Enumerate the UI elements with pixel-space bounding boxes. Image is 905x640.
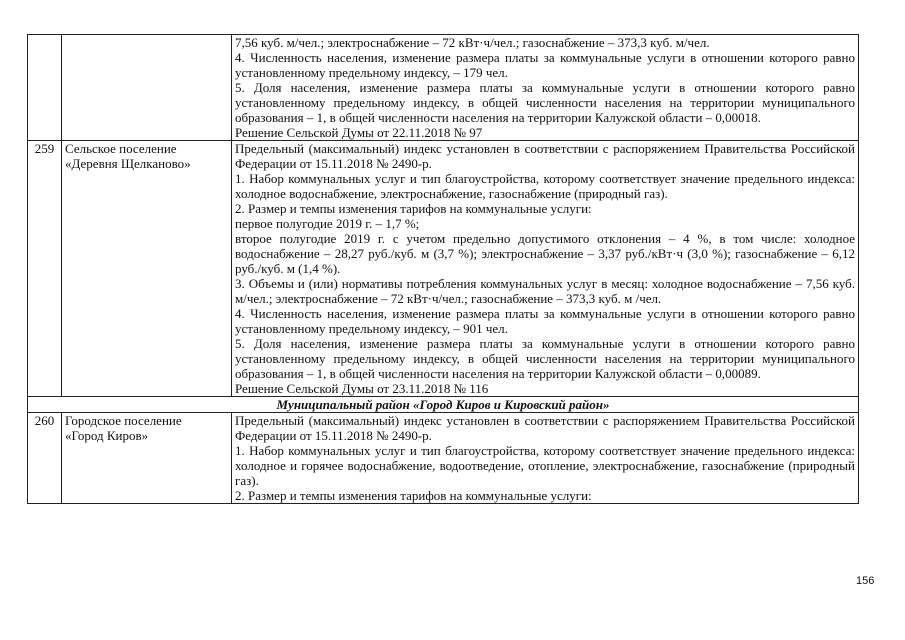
- page-number: 156: [856, 575, 875, 587]
- paragraph: 7,56 куб. м/чел.; электроснабжение – 72 кВт·ч/чел.; газоснабжение – 373,3 куб. м/чел.: [235, 35, 710, 50]
- row-details: [232, 413, 859, 504]
- paragraph: 3. Объемы и (или) нормативы потребления коммунальных услуг в месяц: холодное водоснабжение – 7,56 куб. м/чел.; электроснабжение – 72 кВт·ч/чел.; газоснабжение – 373,3 куб. м /чел.: [235, 276, 855, 306]
- settlement-title: «Город Киров»: [65, 428, 149, 443]
- paragraph: 4. Численность населения, изменение размера платы за коммунальные услуги в отношении которого равно установленному предельному индексу, – 901 чел.: [235, 306, 855, 336]
- row-details: [232, 35, 859, 141]
- settlement-name: [62, 413, 232, 504]
- document-page: [27, 34, 858, 504]
- row-details: [232, 141, 859, 397]
- row-number: [28, 35, 62, 141]
- paragraph: 2. Размер и темпы изменения тарифов на коммунальные услуги:: [235, 488, 592, 503]
- paragraph: Предельный (максимальный) индекс установлен в соответствии с распоряжением Правительства Российской Федерации от 15.11.2018 № 2490-р.: [235, 141, 855, 171]
- paragraph: первое полугодие 2019 г. – 1,7 %;: [235, 216, 420, 231]
- paragraph: 1. Набор коммунальных услуг и тип благоустройства, которому соответствует значение предельного индекса: холодное водоснабжение, электроснабжение, газоснабжение (природный газ).: [235, 171, 855, 201]
- settlement-name: [62, 35, 232, 141]
- row-number: 259: [28, 141, 62, 397]
- paragraph: Предельный (максимальный) индекс установлен в соответствии с распоряжением Правительства Российской Федерации от 15.11.2018 № 2490-р.: [235, 413, 855, 443]
- paragraph: 2. Размер и темпы изменения тарифов на коммунальные услуги:: [235, 201, 592, 216]
- paragraph: 5. Доля населения, изменение размера платы за коммунальные услуги в отношении которого равно установленному предельному индексу, в общей численности населения на территории муниципального образования – 1, в общей численности населения на территории Калужской области – 0,00089.: [235, 336, 855, 381]
- section-header-row: [28, 397, 859, 413]
- row-number: 260: [28, 413, 62, 504]
- section-title: Муниципальный район «Город Киров и Кировский район»: [28, 397, 859, 413]
- paragraph: 1. Набор коммунальных услуг и тип благоустройства, которому соответствует значение предельного индекса: холодное и горячее водоснабжение, водоотведение, отопление, электроснабжение, газоснабжение (природный газ).: [235, 443, 855, 488]
- table-row: [28, 413, 859, 504]
- paragraph: второе полугодие 2019 г. с учетом предельно допустимого отклонения – 4 %, в том числе: холодное водоснабжение – 28,27 руб./куб. м (3,7 %); электроснабжение – 3,37 руб./кВт·ч (3,0 %); газоснабжение – 6,12 руб./куб. м (1,4 %).: [235, 231, 855, 276]
- decision-reference: Решение Сельской Думы от 23.11.2018 № 116: [235, 381, 489, 396]
- tariff-table: [27, 34, 859, 504]
- table-row: [28, 35, 859, 141]
- paragraph: 5. Доля населения, изменение размера платы за коммунальные услуги в отношении которого равно установленному предельному индексу, в общей численности населения на территории муниципального образования – 1, в общей численности населения на территории Калужской области – 0,00018.: [235, 80, 855, 125]
- settlement-type: Городское поселение: [65, 413, 182, 428]
- paragraph: 4. Численность населения, изменение размера платы за коммунальные услуги в отношении которого равно установленному предельному индексу, – 179 чел.: [235, 50, 855, 80]
- settlement-type: Сельское поселение: [65, 141, 177, 156]
- decision-reference: Решение Сельской Думы от 22.11.2018 № 97: [235, 125, 483, 140]
- settlement-name: [62, 141, 232, 397]
- table-row: [28, 141, 859, 397]
- settlement-title: «Деревня Щелканово»: [65, 156, 191, 171]
